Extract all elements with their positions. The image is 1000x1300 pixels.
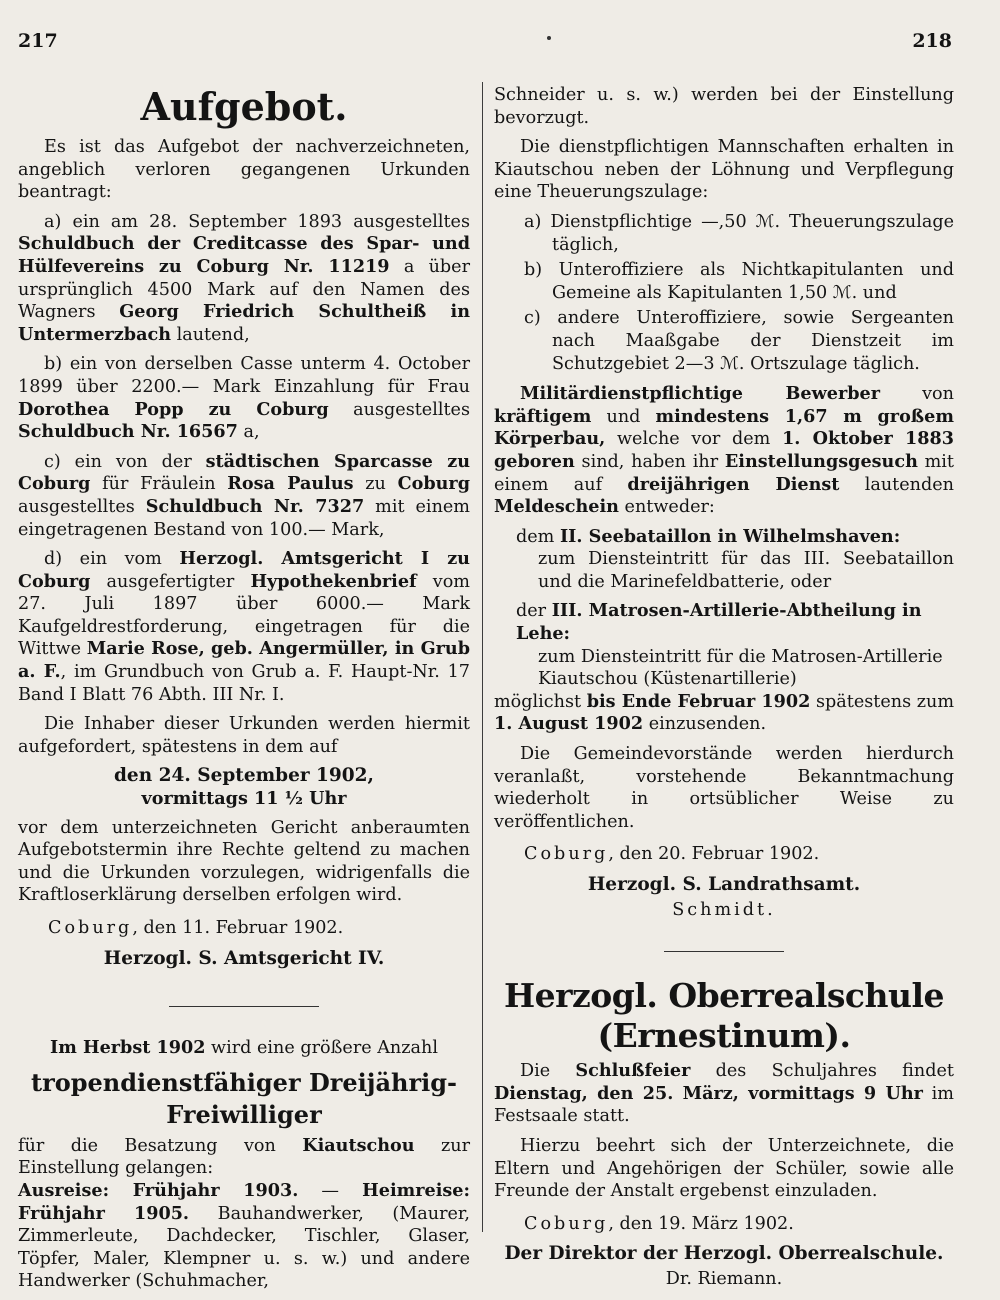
notice2-d3: Heimreise: Frühjahr 1905. [18,1179,470,1224]
aufgebot-item-a [18,211,470,347]
left-column [18,84,470,1300]
destination-1 [494,526,954,549]
deadline-b: bis Ende Februar 1902 [586,690,811,712]
req-text-1: von [880,384,954,405]
item-b-bold: Dorothea Popp zu Coburg [18,398,329,420]
school-d: Dienstag, den 25. März, vormittags 9 Uhr [494,1082,923,1104]
page-dot-mark [547,36,551,40]
school-a: Die [520,1061,576,1082]
req-text-5: mit einem auf [494,451,955,495]
notice2-e: Bauhandwerker, (Maurer, Zimmerleute, Dachdecker, Tischler, Glaser, Töpfer, Maler, Klempner u. s. w.) und andere Handwerker (Schuhmacher, [18,1203,470,1292]
place-city: Coburg [48,918,133,938]
req-text-2: und [591,406,656,427]
place1-date: , den 20. Februar 1902. [608,844,820,865]
req-text-7: entweder: [618,497,715,518]
item-a-name: Georg Friedrich Schultheiß in Untermerzbach [18,301,470,345]
item-d-mid2: vom 27. Juli 1897 über 6000.— Mark Kaufgeldrestforderung, eingetragen für die Wittwe [18,571,470,660]
notice2-a: für die Besatzung von [18,1135,303,1156]
school-signature: Der Direktor der Herzogl. Oberrealschule. [504,1243,944,1265]
notice2-b: Kiautschou [302,1134,415,1156]
place2-date: , den 19. März 1902. [608,1213,794,1234]
landrat-signature: Herzogl. S. Landrathsamt. [587,874,861,895]
school-title: Herzogl. Oberrealschule (Ernestinum). [503,976,945,1056]
notice2-c: zur Einstellung gelangen: [18,1135,470,1179]
aufgebot-call: Die Inhaber dieser Urkunden werden hiermit aufgefordert, spätestens in dem auf [18,714,470,757]
item-d-post: , im Grundbuch von Grub a. F. Haupt-Nr. 17 Band I Blatt 76 Abth. III Nr. I. [18,662,471,705]
school-e: im Festsaale statt. [494,1083,954,1127]
deadline [494,691,954,736]
item-c-mid: für Fräulein [90,474,228,495]
item-c-city: Coburg [397,473,470,495]
page-number-right: 218 [912,30,952,52]
item-b-post: a, [237,422,260,443]
destination-1-desc: zum Diensteintritt für das III. Seebataillon und die Marinefeldbatterie, oder [538,549,954,592]
destination-2 [494,600,954,645]
pay-item-c: c) andere Unteroffiziere, sowie Sergeanten nach Maaßgabe der Dienstzeit im Schutzgebiet 2—3 ℳ. Ortszulage täglich. [524,308,954,374]
page-number-left: 217 [18,30,58,52]
item-c-bold: städtischen Sparcasse zu Coburg [18,450,470,495]
school-b: Schlußfeier [575,1060,691,1082]
req-bold-3: mindestens 1,67 m großem Körperbau, [494,405,954,450]
req-text-6: lautenden [839,474,954,495]
deadline-a: möglichst [494,691,587,712]
requirements [494,383,954,519]
notice2-continued: Schneider u. s. w.) werden bei der Einstellung bevorzugt. [494,85,954,128]
req-text-3: welche vor dem [605,429,783,450]
req-bold-1: Militärdienstpflichtige Bewerber [520,383,880,405]
item-d-mid: ausgefertigter [90,571,251,592]
section-divider [169,1006,319,1007]
item-c-bold2: Schuldbuch Nr. 7327 [145,495,365,517]
notice2-lead [18,1037,470,1060]
aufgebot-heading: Aufgebot. [140,84,348,129]
item-c-name: Rosa Paulus [227,473,354,495]
hearing-date: den 24. September 1902, [113,765,374,787]
aufgebot-item-c [18,451,470,541]
column-divider [482,82,483,1232]
dest2-pre: der [516,601,552,622]
right-column [494,84,954,1297]
school-signer: Dr. Riemann. [665,1268,783,1289]
deadline-d: 1. August 1902 [494,713,644,735]
school-c: des Schuljahres findet [690,1061,954,1082]
notice2-lead-bold: Im Herbst 1902 [49,1037,206,1059]
place1-city: Coburg [524,844,609,865]
notice2-d1: Ausreise: Frühjahr 1903. [18,1179,299,1201]
notice2-title: tropendienstfähiger Dreijährig-Freiwilliger [31,1067,457,1129]
item-b-text: b) ein von derselben Casse unterm 4. October 1899 über 2200.— Mark Einzahlung für Frau [18,354,470,397]
place-date: , den 11. Februar 1902. [132,918,344,938]
school-invite: Hierzu beehrt sich der Unterzeichnete, die Eltern und Angehörigen der Schüler, sowie alle Freunde der Anstalt ergebenst einzuladen. [494,1135,954,1202]
notice2-lead-text: wird eine größere Anzahl [205,1038,438,1059]
notice2-d2: — [298,1180,363,1201]
aufgebot-intro: Es ist das Aufgebot der nachverzeichneten, angeblich verloren gegangenen Urkunden beantragt: [18,137,470,203]
req-bold-4: 1. Oktober 1883 geboren [494,428,954,472]
aufgebot-body: vor dem unterzeichneten Gericht anberaumten Aufgebotstermin ihre Rechte geltend zu machen und die Urkunden vorzulegen, widrigenfalls die Kraftloserklärung derselben erfolgen wird. [18,817,470,906]
item-d-name: Marie Rose, geb. Angermüller, in Grub a. F. [18,638,470,683]
aufgebot-item-b [18,353,470,443]
landrat-signer: Schmidt. [672,899,776,920]
item-b-mid: ausgestelltes [328,399,470,420]
item-a-post: lautend, [171,324,250,345]
item-c-post: mit einem eingetragenen Bestand von 100.— Mark, [18,496,470,540]
destination-2-desc: zum Diensteintritt für die Matrosen-Artillerie Kiautschou (Küstenartillerie) [538,646,943,690]
dest1-pre: dem [516,526,560,547]
aufgebot-item-d [18,548,470,706]
gemeinde-notice: Die Gemeindevorstände werden hierdurch veranlaßt, vorstehende Bekanntmachung wiederholt in ortsüblicher Weise zu veröffentlichen. [494,744,954,832]
hearing-time: vormittags 11 ½ Uhr [141,788,347,810]
item-a-bold: Schuldbuch der Creditcasse des Spar- und Hülfevereins zu Coburg Nr. 11219 [18,233,470,277]
req-text-4: sind, haben ihr [574,451,725,472]
req-bold-7: Meldeschein [494,496,619,518]
place2-city: Coburg [524,1213,609,1234]
section-divider-right [664,951,784,952]
dest1-bold: II. Seebataillon in Wilhelmshaven: [559,525,901,547]
req-bold-2: kräftigem [494,405,592,427]
item-a-mid: a über ursprünglich 4500 Mark auf den Namen des Wagners [18,256,470,323]
landrat-place-date [494,843,954,866]
aufgebot-place-date [18,917,470,940]
school-place-date [494,1213,954,1236]
item-d-bold: Herzogl. Amtsgericht I zu Coburg [18,548,470,592]
item-c-text: c) ein von der [44,451,206,472]
pay-item-b: b) Unteroffiziere als Nichtkapitulanten und Gemeine als Kapitulanten 1,50 ℳ. und [524,260,954,303]
pay-item-a: a) Dienstpflichtige —,50 ℳ. Theuerungszulage täglich, [524,211,954,255]
deadline-c: spätestens zum [810,691,955,712]
item-a-text: a) ein am 28. September 1893 ausgestelltes [44,211,470,232]
item-b-bold2: Schuldbuch Nr. 16567 [18,421,238,443]
req-bold-6: dreijährigen Dienst [627,473,840,495]
item-c-mid2: zu [353,474,398,495]
item-d-bold2: Hypothekenbrief [250,570,417,592]
deadline-e: einzusenden. [643,714,767,735]
school-announcement [494,1060,954,1128]
dest2-bold: III. Matrosen-Artillerie-Abtheilung in Lehe: [516,600,922,645]
item-d-text: d) ein vom [44,549,180,570]
aufgebot-signature: Herzogl. S. Amtsgericht IV. [103,947,385,969]
req-bold-5: Einstellungsgesuch [724,450,918,472]
item-c-mid3: ausgestelltes [18,496,146,517]
pay-intro: Die dienstpflichtigen Mannschaften erhalten in Kiautschou neben der Löhnung und Verpflegung eine Theuerungszulage: [494,137,954,203]
notice2-body [18,1135,470,1293]
